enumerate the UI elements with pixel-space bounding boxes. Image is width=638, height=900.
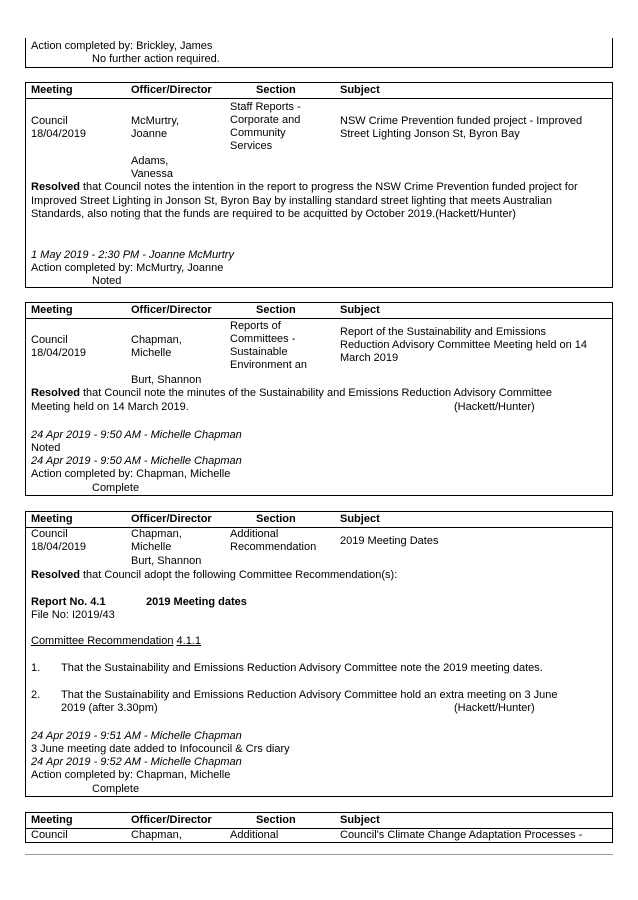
section-text: Services — [230, 140, 273, 152]
section-text: Sustainable — [230, 346, 288, 358]
action-block-top — [25, 38, 613, 68]
officer-name: Joanne — [131, 128, 168, 140]
meeting-name: Council — [31, 528, 68, 540]
committee-recommendation-heading — [31, 635, 201, 648]
header-section: Section — [256, 513, 296, 525]
section-text: Recommendation — [230, 541, 317, 553]
section-text: Community — [230, 127, 286, 139]
meeting-date: 18/04/2019 — [31, 541, 87, 553]
section-text: Additional — [230, 829, 279, 841]
log-timestamp: 24 Apr 2019 - 9:52 AM - Michelle Chapman — [31, 756, 242, 768]
subject-text: NSW Crime Prevention funded project - Improved — [340, 115, 583, 127]
officer-name: Adams, — [131, 155, 169, 167]
header-officer: Officer/Director — [131, 814, 212, 826]
list-item-text: 2019 (after 3.30pm) — [61, 702, 158, 714]
table-header — [26, 303, 612, 319]
resolution-body: that Council adopt the following Committee Recommendation(s): — [79, 569, 398, 581]
resolution-body: that Council notes the intention in the report to progress the NSW Crime Prevention funded project for Improved Street Lighting in Jonson St, Byron Bay by installing standard street lighting that meets Australian Standards, also noting that the funds are required to be acquitted by October 2019.(Hackett/Hunter) — [31, 181, 578, 220]
header-meeting: Meeting — [31, 814, 73, 826]
meeting-name: Council — [31, 115, 68, 127]
header-section: Section — [256, 304, 296, 316]
header-meeting: Meeting — [31, 84, 73, 96]
officer-name: McMurtry, — [131, 115, 180, 127]
table-header — [26, 512, 612, 528]
resolution-body: that Council note the minutes of the Sustainability and Emissions Reduction Advisory Committee — [79, 387, 552, 399]
header-subject: Subject — [340, 84, 380, 96]
committee-recommendation-label: Committee Recommendation — [31, 635, 174, 647]
officer-name: Vanessa — [131, 168, 173, 180]
section-text: Reports of — [230, 320, 281, 332]
header-subject: Subject — [340, 304, 380, 316]
officer-name: Chapman, — [131, 829, 182, 841]
log-note: Noted — [31, 442, 61, 454]
subject-text: Street Lighting Jonson St, Byron Bay — [340, 128, 520, 140]
log-completed: Action completed by: McMurtry, Joanne — [31, 262, 224, 274]
section-text: Corporate and — [230, 114, 301, 126]
header-subject: Subject — [340, 513, 380, 525]
header-section: Section — [256, 814, 296, 826]
officer-name: Michelle — [131, 541, 172, 553]
table-header — [26, 83, 612, 99]
meeting-date: 18/04/2019 — [31, 347, 87, 359]
header-subject: Subject — [340, 814, 380, 826]
subject-text: March 2019 — [340, 352, 399, 364]
log-timestamp: 24 Apr 2019 - 9:50 AM - Michelle Chapman — [31, 455, 242, 467]
page-footer-divider — [25, 854, 613, 855]
officer-name: Burt, Shannon — [131, 555, 202, 567]
action-block-street-lighting — [25, 82, 613, 288]
resolution-text: Meeting held on 14 March 2019. — [31, 401, 189, 413]
meeting-date: 18/04/2019 — [31, 128, 87, 140]
resolution-text — [31, 181, 606, 222]
header-meeting: Meeting — [31, 304, 73, 316]
officer-name: Michelle — [131, 347, 172, 359]
subject-text: 2019 Meeting Dates — [340, 535, 439, 547]
report-number: Report No. 4.1 — [31, 596, 106, 608]
resolved-label: Resolved — [31, 387, 80, 399]
log-timestamp: 24 Apr 2019 - 9:51 AM - Michelle Chapman — [31, 730, 242, 742]
header-officer: Officer/Director — [131, 304, 212, 316]
action-block-meeting-dates — [25, 511, 613, 797]
meeting-name: Council — [31, 829, 68, 841]
resolution-mover: (Hackett/Hunter) — [454, 702, 535, 714]
file-number: File No: I2019/43 — [31, 609, 115, 621]
action-block-committee-minutes — [25, 302, 613, 496]
officer-name: Chapman, — [131, 334, 182, 346]
section-text: Committees - — [230, 333, 296, 345]
header-meeting: Meeting — [31, 513, 73, 525]
subject-text: Report of the Sustainability and Emissions — [340, 326, 547, 338]
log-timestamp: 24 Apr 2019 - 9:50 AM - Michelle Chapman — [31, 429, 242, 441]
list-item-text: That the Sustainability and Emissions Reduction Advisory Committee hold an extra meeting on 3 June — [61, 689, 558, 701]
log-note: Complete — [92, 482, 140, 494]
action-completed-text: Action completed by: Brickley, James — [31, 40, 213, 52]
log-note: 3 June meeting date added to Infocouncil & Crs diary — [31, 743, 290, 755]
section-text: Environment an — [230, 359, 308, 371]
resolution-text — [31, 387, 552, 400]
log-note: Noted — [92, 275, 122, 287]
list-item-number: 2. — [31, 689, 41, 701]
resolution-mover: (Hackett/Hunter) — [454, 401, 535, 413]
log-completed: Action completed by: Chapman, Michelle — [31, 468, 231, 480]
committee-recommendation-number: 4.1.1 — [176, 635, 201, 647]
log-note: Complete — [92, 783, 140, 795]
meeting-name: Council — [31, 334, 68, 346]
resolved-label: Resolved — [31, 181, 80, 193]
list-item-number: 1. — [31, 662, 41, 674]
list-item-text: That the Sustainability and Emissions Reduction Advisory Committee note the 2019 meeting dates. — [61, 662, 543, 674]
header-officer: Officer/Director — [131, 84, 212, 96]
action-note-text: No further action required. — [92, 53, 220, 65]
resolution-text — [31, 569, 397, 582]
officer-name: Chapman, — [131, 528, 182, 540]
header-section: Section — [256, 84, 296, 96]
section-text: Additional — [230, 528, 279, 540]
log-timestamp: 1 May 2019 - 2:30 PM - Joanne McMurtry — [31, 249, 234, 261]
section-text: Staff Reports - — [230, 101, 301, 113]
subject-text: Reduction Advisory Committee Meeting held on 14 — [340, 339, 588, 351]
action-block-climate-change — [25, 812, 613, 843]
table-header — [26, 813, 612, 829]
header-officer: Officer/Director — [131, 513, 212, 525]
log-completed: Action completed by: Chapman, Michelle — [31, 769, 231, 781]
resolved-label: Resolved — [31, 569, 80, 581]
subject-text: Council's Climate Change Adaptation Processes - — [340, 829, 583, 841]
officer-name: Burt, Shannon — [131, 374, 202, 386]
report-title: 2019 Meeting dates — [146, 596, 247, 608]
